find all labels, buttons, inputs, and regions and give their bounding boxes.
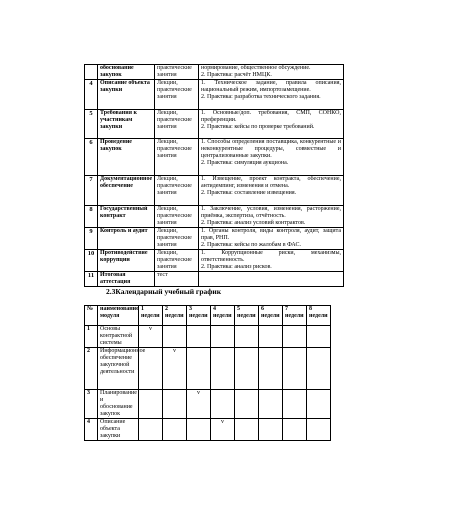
row-number: 5 bbox=[85, 110, 98, 139]
week-cell bbox=[259, 390, 283, 419]
week-cell bbox=[235, 326, 259, 348]
module-content bbox=[199, 206, 344, 228]
module-content bbox=[199, 272, 344, 287]
week-cell bbox=[211, 326, 235, 348]
lesson-form: Лекции, практические занятия bbox=[155, 80, 199, 110]
week-check-mark: v bbox=[149, 326, 152, 332]
content-line: 1. Извещение, проект контракта, обеспечение, антидемпинг, изменения и отмена. bbox=[201, 176, 341, 189]
schedule-header-cell: 7 недели bbox=[283, 306, 307, 326]
schedule-header-cell: № bbox=[85, 306, 98, 326]
schedule-module-name: Описание объекта закупки bbox=[98, 419, 139, 441]
content-line: 2. Практика: кейсы по жалобам в ФАС. bbox=[201, 242, 301, 248]
module-content bbox=[199, 80, 344, 110]
lesson-form: тест bbox=[155, 272, 199, 287]
module-title: Документационное обеспечение bbox=[98, 176, 155, 206]
schedule-header-cell: 2 недели bbox=[163, 306, 187, 326]
content-line: 2. Практика: анализ условий контрактов. bbox=[201, 220, 306, 226]
week-cell bbox=[211, 419, 235, 441]
week-cell bbox=[187, 326, 211, 348]
week-cell bbox=[211, 390, 235, 419]
module-title: обоснование закупок bbox=[98, 65, 155, 80]
week-cell bbox=[211, 348, 235, 390]
schedule-module-name: Информационное обеспечение закупочной деятельности bbox=[98, 348, 139, 390]
lesson-form: Лекции, практические занятия bbox=[155, 176, 199, 206]
lesson-form: Лекции, практические занятия bbox=[155, 228, 199, 250]
week-cell bbox=[307, 390, 331, 419]
week-cell bbox=[163, 326, 187, 348]
week-cell bbox=[283, 390, 307, 419]
schedule-header-cell: 6 недели bbox=[259, 306, 283, 326]
week-cell bbox=[283, 419, 307, 441]
week-cell bbox=[235, 390, 259, 419]
week-cell bbox=[307, 348, 331, 390]
row-number: 7 bbox=[85, 176, 98, 206]
module-content bbox=[199, 110, 344, 139]
content-line: 2. Практика: расчёт НМЦК. bbox=[201, 72, 272, 78]
content-line: 1. Способы определения поставщика, конкурентные и неконкурентные процедуры, совместные и централизованные закупки. bbox=[201, 139, 341, 159]
module-content bbox=[199, 250, 344, 272]
week-cell bbox=[163, 348, 187, 390]
curriculum-row bbox=[85, 250, 344, 272]
schedule-module-name: Планирование и обоснование закупок bbox=[98, 390, 139, 419]
lesson-form: Лекции, практические занятия bbox=[155, 110, 199, 139]
week-cell bbox=[235, 348, 259, 390]
week-cell bbox=[307, 326, 331, 348]
week-check-mark: v bbox=[173, 348, 176, 354]
week-cell bbox=[283, 348, 307, 390]
schedule-header-cell: 1 недели bbox=[139, 306, 163, 326]
module-title: Описание объекта закупки bbox=[98, 80, 155, 110]
row-number: 11 bbox=[85, 272, 98, 287]
week-cell bbox=[139, 419, 163, 441]
week-cell bbox=[139, 326, 163, 348]
content-line: 2. Практика: симуляция аукциона. bbox=[201, 160, 289, 166]
module-content bbox=[199, 228, 344, 250]
content-line: 1. Основные/доп. требования, СМП, СОНКО, преференции. bbox=[201, 110, 341, 123]
module-title: Контроль и аудит bbox=[98, 228, 155, 250]
row-number bbox=[85, 65, 98, 80]
module-content bbox=[199, 65, 344, 80]
module-title: Требования к участникам закупки bbox=[98, 110, 155, 139]
schedule-row bbox=[85, 390, 331, 419]
curriculum-row bbox=[85, 228, 344, 250]
week-cell bbox=[163, 419, 187, 441]
curriculum-row bbox=[85, 272, 344, 287]
content-line: 2. Практика: кейсы по проверке требований. bbox=[201, 124, 315, 130]
schedule-header-cell: 4 недели bbox=[211, 306, 235, 326]
schedule-module-name: Основы контрактной системы bbox=[98, 326, 139, 348]
content-line: 1. Органы контроля, виды контроля, аудит, защита прав, РНП. bbox=[201, 228, 341, 241]
row-number: 4 bbox=[85, 80, 98, 110]
week-check-mark: v bbox=[197, 390, 200, 396]
content-line: 2. Практика: разработка технического задания. bbox=[201, 94, 321, 100]
week-cell bbox=[187, 390, 211, 419]
week-cell bbox=[187, 348, 211, 390]
lesson-form: Лекции, практические занятия bbox=[155, 206, 199, 228]
curriculum-row bbox=[85, 65, 344, 80]
content-line: 2. Практика: анализ рисков. bbox=[201, 264, 272, 270]
row-number: 6 bbox=[85, 139, 98, 176]
curriculum-row bbox=[85, 139, 344, 176]
module-title: Государственный контракт bbox=[98, 206, 155, 228]
schedule-header-cell: наименование модуля bbox=[98, 306, 139, 326]
week-cell bbox=[283, 326, 307, 348]
row-number: 9 bbox=[85, 228, 98, 250]
week-cell bbox=[259, 326, 283, 348]
content-line: 2. Практика: составление извещения. bbox=[201, 190, 297, 196]
week-cell bbox=[307, 419, 331, 441]
week-cell bbox=[259, 348, 283, 390]
content-line: 1. Техническое задание, правила описания, национальный режим, импортозамещение. bbox=[201, 80, 341, 93]
curriculum-row bbox=[85, 176, 344, 206]
week-cell bbox=[235, 419, 259, 441]
module-content bbox=[199, 139, 344, 176]
schedule-row-number: 3 bbox=[85, 390, 98, 419]
module-title: Противодействие коррупции bbox=[98, 250, 155, 272]
schedule-header-cell: 5 недели bbox=[235, 306, 259, 326]
week-check-mark: v bbox=[221, 419, 224, 425]
schedule-row bbox=[85, 348, 331, 390]
curriculum-row bbox=[85, 110, 344, 139]
schedule-row-number: 1 bbox=[85, 326, 98, 348]
lesson-form: Лекции, практические занятия bbox=[155, 139, 199, 176]
schedule-header-cell: 3 недели bbox=[187, 306, 211, 326]
schedule-row-number: 2 bbox=[85, 348, 98, 390]
module-content bbox=[199, 176, 344, 206]
schedule-header-row bbox=[85, 306, 331, 326]
schedule-row bbox=[85, 419, 331, 441]
module-title: Проведение закупок bbox=[98, 139, 155, 176]
section-heading: 2.3Календарный учебный график bbox=[106, 287, 222, 296]
schedule-table bbox=[84, 305, 331, 441]
row-number: 10 bbox=[85, 250, 98, 272]
lesson-form: практические занятия bbox=[155, 65, 199, 80]
curriculum-row bbox=[85, 206, 344, 228]
schedule-row bbox=[85, 326, 331, 348]
curriculum-row bbox=[85, 80, 344, 110]
module-title: Итоговая аттестация bbox=[98, 272, 155, 287]
schedule-row-number: 4 bbox=[85, 419, 98, 441]
week-cell bbox=[187, 419, 211, 441]
week-cell bbox=[163, 390, 187, 419]
row-number: 8 bbox=[85, 206, 98, 228]
content-line: 1. Коррупционные риски, механизмы, ответственность. bbox=[201, 250, 341, 263]
week-cell bbox=[139, 390, 163, 419]
content-line: 1. Заключение, условия, изменения, расторжение, приёмка, экспертиза, отчётность. bbox=[201, 206, 341, 219]
content-line: нормирование, общественное обсуждение. bbox=[201, 65, 311, 71]
week-cell bbox=[259, 419, 283, 441]
lesson-form: Лекции, практические занятия bbox=[155, 250, 199, 272]
schedule-header-cell: 8 недели bbox=[307, 306, 331, 326]
curriculum-table bbox=[84, 64, 344, 287]
